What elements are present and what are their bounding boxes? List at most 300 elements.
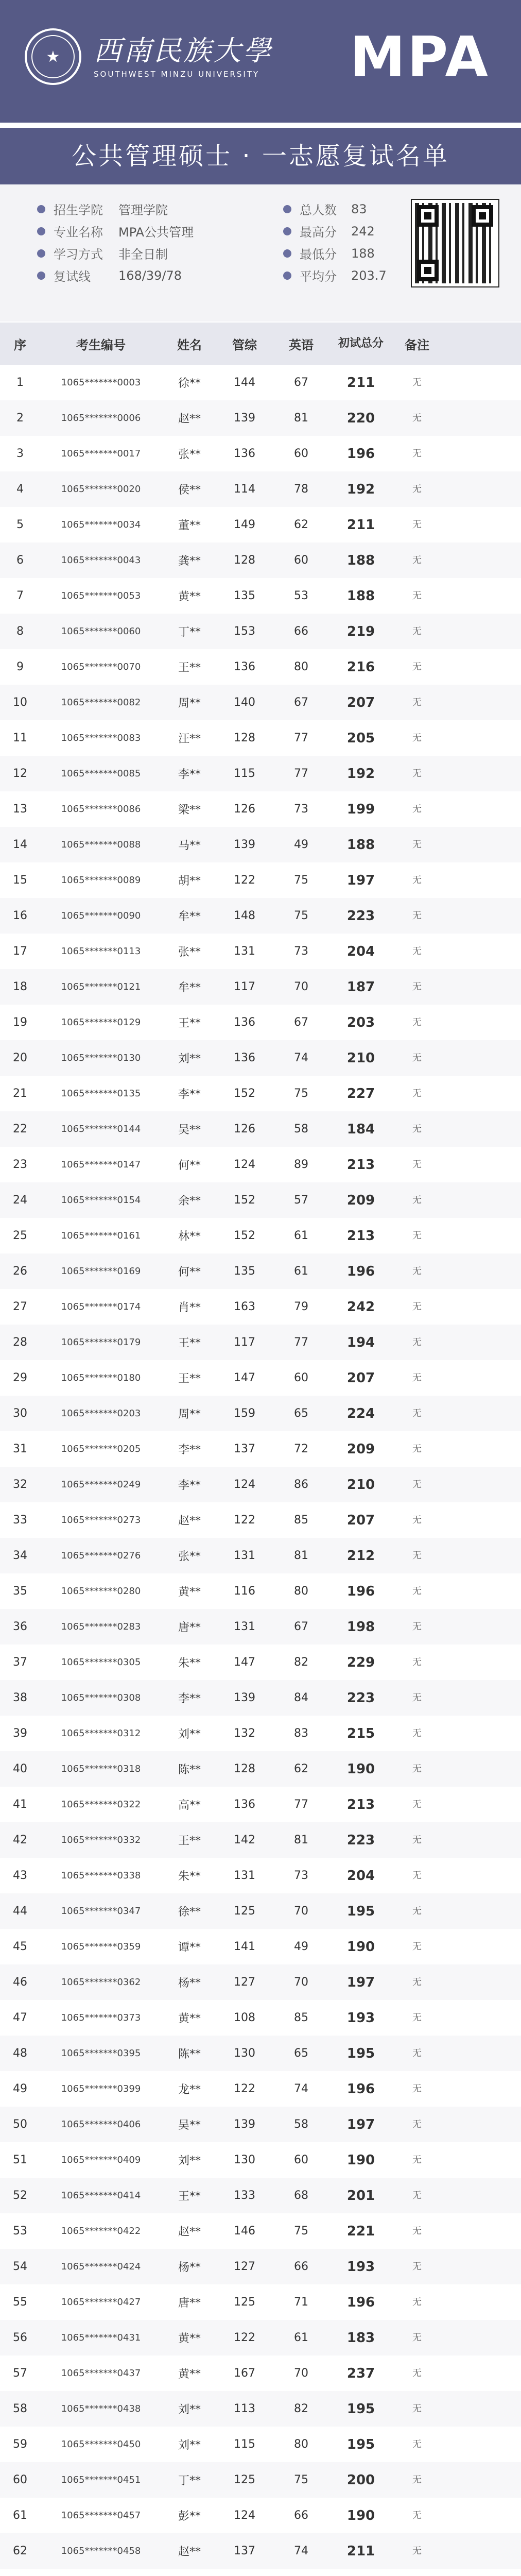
cell-id: 1065*******0180 [61, 1372, 141, 1383]
cell-total: 207 [346, 694, 375, 710]
cell-name: 王** [178, 1017, 201, 1030]
cell-note: 无 [412, 1052, 422, 1063]
cell-name: 刘** [178, 2155, 201, 2167]
cell-note: 无 [412, 2261, 422, 2272]
cell-eng: 70 [294, 2367, 308, 2380]
bullet-icon [283, 227, 291, 235]
table-row [0, 2107, 521, 2142]
cell-total: 188 [346, 588, 375, 604]
cell-name: 高** [178, 1799, 201, 1812]
cell-name: 余** [178, 1195, 201, 1208]
cell-id: 1065*******0427 [61, 2297, 141, 2308]
cell-note: 无 [412, 661, 422, 672]
cell-id: 1065*******0451 [61, 2475, 141, 2485]
cell-name: 刘** [178, 2403, 201, 2416]
cell-name: 黄** [178, 590, 201, 603]
cell-note: 无 [412, 1194, 422, 1206]
cell-total: 195 [346, 2045, 375, 2061]
cell-total: 210 [346, 1477, 375, 1493]
cell-total: 219 [346, 623, 375, 639]
table-row [0, 400, 521, 436]
cell-note: 无 [412, 2510, 422, 2521]
cell-seq: 18 [13, 980, 27, 993]
cell-eng: 70 [294, 1905, 308, 1918]
cell-mgmt: 152 [234, 1087, 255, 1100]
cell-mgmt: 125 [234, 2296, 255, 2309]
cell-seq: 24 [13, 1194, 27, 1207]
cell-eng: 65 [294, 1407, 308, 1420]
cell-name: 丁** [178, 626, 201, 639]
cell-mgmt: 128 [234, 554, 255, 567]
cell-total: 197 [346, 2116, 375, 2132]
cell-id: 1065*******0161 [61, 1230, 141, 1241]
cell-id: 1065*******0147 [61, 1159, 141, 1170]
cell-total: 213 [346, 1157, 375, 1173]
cell-mgmt: 144 [234, 376, 255, 389]
bullet-icon [37, 249, 45, 258]
cell-mgmt: 139 [234, 412, 255, 425]
cell-id: 1065*******0312 [61, 1728, 141, 1739]
cell-name: 张** [178, 448, 201, 461]
table-row [0, 1325, 521, 1360]
cell-eng: 77 [294, 767, 308, 780]
cell-eng: 61 [294, 1229, 308, 1242]
cell-eng: 75 [294, 1087, 308, 1100]
cell-eng: 49 [294, 838, 308, 851]
info-item: 最低分 188 [283, 242, 387, 264]
cell-total: 183 [346, 2330, 375, 2346]
table-row [0, 1858, 521, 1893]
bullet-icon [37, 272, 45, 280]
cell-note: 无 [412, 1976, 422, 1988]
cell-name: 杨** [178, 1977, 201, 1990]
table-row [0, 827, 521, 862]
cell-mgmt: 136 [234, 1016, 255, 1029]
cell-note: 无 [412, 2438, 422, 2450]
cell-note: 无 [412, 1763, 422, 1774]
cell-total: 205 [346, 730, 375, 746]
info-item: 平均分 203.7 [283, 264, 387, 286]
cell-id: 1065*******0424 [61, 2261, 141, 2272]
cell-id: 1065*******0135 [61, 1088, 141, 1099]
cell-total: 224 [346, 1405, 375, 1421]
table-row [0, 1929, 521, 1964]
cell-eng: 67 [294, 1620, 308, 1633]
cell-id: 1065*******0203 [61, 1408, 141, 1419]
table-row [0, 898, 521, 934]
cell-name: 张** [178, 946, 201, 959]
table-row [0, 1716, 521, 1751]
cell-seq: 41 [13, 1798, 27, 1811]
cell-note: 无 [412, 1656, 422, 1668]
cell-eng: 73 [294, 803, 308, 816]
cell-mgmt: 122 [234, 2331, 255, 2344]
cell-id: 1065*******0283 [61, 1621, 141, 1632]
cell-mgmt: 128 [234, 1762, 255, 1775]
cell-total: 192 [346, 766, 375, 782]
cell-name: 林** [178, 1230, 201, 1243]
info-item: 复试线 168/39/78 [37, 264, 194, 286]
cell-seq: 27 [13, 1300, 27, 1313]
cell-total: 213 [346, 1228, 375, 1244]
cell-name: 何** [178, 1266, 201, 1279]
cell-note: 无 [412, 519, 422, 530]
cell-total: 197 [346, 1974, 375, 1990]
cell-id: 1065*******0332 [61, 1835, 141, 1845]
cell-eng: 71 [294, 2296, 308, 2309]
table-row [0, 2036, 521, 2071]
cell-mgmt: 159 [234, 1407, 255, 1420]
cell-mgmt: 131 [234, 1620, 255, 1633]
cell-name: 刘** [178, 2439, 201, 2452]
cell-seq: 62 [13, 2545, 27, 2557]
cell-total: 193 [346, 2010, 375, 2026]
cell-mgmt: 136 [234, 1052, 255, 1064]
cell-id: 1065*******0414 [61, 2190, 141, 2201]
cell-mgmt: 122 [234, 1514, 255, 1527]
cell-name: 胡** [178, 875, 201, 888]
header-total: 初试总分 [338, 337, 384, 350]
cell-mgmt: 139 [234, 2118, 255, 2131]
cell-mgmt: 122 [234, 2082, 255, 2095]
cell-name: 黄** [178, 2012, 201, 2025]
cell-note: 无 [412, 2119, 422, 2130]
cell-mgmt: 149 [234, 518, 255, 531]
cell-note: 无 [412, 377, 422, 388]
cell-name: 彭** [178, 2510, 201, 2523]
cell-id: 1065*******0089 [61, 875, 141, 886]
cell-eng: 86 [294, 1478, 308, 1491]
cell-total: 207 [346, 1512, 375, 1528]
cell-note: 无 [412, 1230, 422, 1241]
cell-name: 王** [178, 662, 201, 674]
cell-note: 无 [412, 1123, 422, 1134]
cell-seq: 25 [13, 1229, 27, 1242]
cell-id: 1065*******0113 [61, 946, 141, 957]
cell-eng: 83 [294, 1727, 308, 1740]
cell-note: 无 [412, 1408, 422, 1419]
cell-seq: 29 [13, 1371, 27, 1384]
cell-mgmt: 148 [234, 909, 255, 922]
cell-mgmt: 113 [234, 2402, 255, 2415]
cell-seq: 42 [13, 1834, 27, 1846]
cell-total: 193 [346, 2259, 375, 2275]
cell-note: 无 [412, 910, 422, 921]
cell-name: 李** [178, 768, 201, 781]
cell-id: 1065*******0020 [61, 484, 141, 495]
cell-seq: 8 [16, 625, 24, 638]
cell-eng: 66 [294, 625, 308, 638]
cell-eng: 81 [294, 1834, 308, 1846]
cell-id: 1065*******0422 [61, 2226, 141, 2236]
cell-seq: 30 [13, 1407, 27, 1420]
cell-eng: 77 [294, 1798, 308, 1811]
cell-seq: 4 [16, 483, 24, 496]
cell-total: 195 [346, 1903, 375, 1919]
cell-mgmt: 147 [234, 1371, 255, 1384]
cell-name: 谭** [178, 1941, 201, 1954]
cell-note: 无 [412, 981, 422, 992]
cell-total: 242 [346, 1299, 375, 1315]
cell-name: 李** [178, 1088, 201, 1101]
cell-name: 吴** [178, 2119, 201, 2132]
cell-eng: 80 [294, 1585, 308, 1598]
info-item: 专业名称 MPA公共管理 [37, 220, 194, 242]
cell-mgmt: 163 [234, 1300, 255, 1313]
cell-id: 1065*******0318 [61, 1764, 141, 1774]
table-row [0, 791, 521, 827]
table-row [0, 1147, 521, 1182]
cell-eng: 67 [294, 376, 308, 389]
cell-eng: 49 [294, 1940, 308, 1953]
cell-name: 朱** [178, 1870, 201, 1883]
cell-seq: 1 [16, 376, 24, 389]
cell-mgmt: 116 [234, 1585, 255, 1598]
cell-total: 237 [346, 2365, 375, 2381]
cell-total: 190 [346, 2507, 375, 2523]
table-header [0, 323, 521, 365]
cell-total: 211 [346, 2543, 375, 2559]
cell-name: 赵** [178, 2226, 201, 2239]
table-row [0, 1893, 521, 1929]
cell-eng: 81 [294, 412, 308, 425]
cell-seq: 21 [13, 1087, 27, 1100]
cell-note: 无 [412, 2403, 422, 2414]
cell-note: 无 [412, 625, 422, 637]
table-row [0, 365, 521, 400]
header-note: 备注 [405, 337, 429, 352]
cell-note: 无 [412, 697, 422, 708]
cell-seq: 40 [13, 1762, 27, 1775]
cell-id: 1065*******0359 [61, 1941, 141, 1952]
cell-total: 196 [346, 2294, 375, 2310]
cell-id: 1065*******0322 [61, 1799, 141, 1810]
cell-seq: 55 [13, 2296, 27, 2309]
table-row [0, 2391, 521, 2427]
cell-mgmt: 137 [234, 1443, 255, 1455]
cell-id: 1065*******0273 [61, 1515, 141, 1526]
table-row [0, 2498, 521, 2533]
table-row [0, 2569, 521, 2576]
table-row [0, 1573, 521, 1609]
cell-note: 无 [412, 1443, 422, 1454]
info-right [283, 198, 387, 286]
table-row [0, 1182, 521, 1218]
cell-note: 无 [412, 1799, 422, 1810]
cell-seq: 5 [16, 518, 24, 531]
cell-name: 王** [178, 1372, 201, 1385]
cell-note: 无 [412, 483, 422, 495]
cell-id: 1065*******0085 [61, 768, 141, 779]
cell-seq: 44 [13, 1905, 27, 1918]
table-row [0, 1645, 521, 1680]
table-row [0, 1289, 521, 1325]
cell-total: 188 [346, 552, 375, 568]
cell-eng: 68 [294, 2189, 308, 2202]
cell-mgmt: 127 [234, 2260, 255, 2273]
cell-seq: 43 [13, 1869, 27, 1882]
cell-note: 无 [412, 1834, 422, 1845]
cell-id: 1065*******0129 [61, 1017, 141, 1028]
cell-total: 198 [346, 1619, 375, 1635]
cell-name: 吴** [178, 1124, 201, 1137]
cell-name: 朱** [178, 1657, 201, 1670]
table-row [0, 685, 521, 720]
cell-id: 1065*******0034 [61, 519, 141, 530]
cell-eng: 60 [294, 554, 308, 567]
table-row [0, 2178, 521, 2213]
cell-note: 无 [412, 1692, 422, 1703]
cell-note: 无 [412, 2154, 422, 2165]
cell-seq: 12 [13, 767, 27, 780]
cell-seq: 58 [13, 2402, 27, 2415]
cell-mgmt: 131 [234, 1869, 255, 1882]
cell-id: 1065*******0121 [61, 981, 141, 992]
cell-note: 无 [412, 1336, 422, 1348]
cell-total: 216 [346, 659, 375, 675]
cell-note: 无 [412, 412, 422, 423]
cell-note: 无 [412, 1550, 422, 1561]
table-row [0, 1253, 521, 1289]
cell-total: 187 [346, 979, 375, 995]
table-row [0, 436, 521, 471]
cell-seq: 3 [16, 447, 24, 460]
cell-name: 唐** [178, 1621, 201, 1634]
cell-eng: 74 [294, 2082, 308, 2095]
cell-name: 刘** [178, 1053, 201, 1065]
cell-seq: 14 [13, 838, 27, 851]
cell-name: 黄** [178, 1586, 201, 1599]
table-row [0, 543, 521, 578]
cell-eng: 60 [294, 447, 308, 460]
cell-total: 223 [346, 1690, 375, 1706]
cell-name: 刘** [178, 1728, 201, 1741]
table-row [0, 1964, 521, 2000]
cell-total: 196 [346, 1583, 375, 1599]
table-row [0, 1680, 521, 1716]
cell-name: 黄** [178, 2368, 201, 2381]
cell-name: 龚** [178, 555, 201, 568]
table-row [0, 862, 521, 898]
cell-seq: 49 [13, 2082, 27, 2095]
cell-id: 1065*******0373 [61, 2012, 141, 2023]
cell-eng: 61 [294, 1265, 308, 1278]
cell-seq: 10 [13, 696, 27, 709]
cell-id: 1065*******0438 [61, 2403, 141, 2414]
cell-mgmt: 136 [234, 660, 255, 673]
cell-mgmt: 146 [234, 2225, 255, 2238]
cell-name: 肖** [178, 1301, 201, 1314]
table-row [0, 2427, 521, 2462]
cell-mgmt: 117 [234, 980, 255, 993]
cell-id: 1065*******0006 [61, 413, 141, 423]
bullet-icon [283, 249, 291, 258]
cell-seq: 54 [13, 2260, 27, 2273]
cell-id: 1065*******0205 [61, 1444, 141, 1454]
cell-total: 190 [346, 1939, 375, 1955]
cell-mgmt: 136 [234, 1798, 255, 1811]
table-row [0, 1218, 521, 1253]
cell-seq: 11 [13, 732, 27, 744]
cell-note: 无 [412, 2296, 422, 2308]
cell-total: 209 [346, 1441, 375, 1457]
cell-total: 195 [346, 2436, 375, 2452]
table-row [0, 2000, 521, 2036]
cell-name: 陈** [178, 1764, 201, 1776]
cell-name: 董** [178, 519, 201, 532]
table-row [0, 756, 521, 791]
cell-total: 200 [346, 2472, 375, 2488]
cell-note: 无 [412, 1514, 422, 1526]
cell-name: 李** [178, 1692, 201, 1705]
cell-name: 何** [178, 1159, 201, 1172]
cell-eng: 79 [294, 1300, 308, 1313]
cell-id: 1065*******0082 [61, 697, 141, 708]
cell-seq: 16 [13, 909, 27, 922]
cell-name: 梁** [178, 804, 201, 817]
cell-eng: 60 [294, 1371, 308, 1384]
table-row [0, 507, 521, 543]
cell-total: 215 [346, 1725, 375, 1741]
cell-total: 184 [346, 1121, 375, 1137]
cell-total: 211 [346, 375, 375, 391]
info-panel [0, 184, 521, 321]
cell-note: 无 [412, 1941, 422, 1952]
cell-eng: 77 [294, 732, 308, 744]
cell-eng: 58 [294, 2118, 308, 2131]
cell-name: 陈** [178, 2048, 201, 2061]
cell-name: 汪** [178, 733, 201, 745]
cell-note: 无 [412, 2332, 422, 2343]
cell-eng: 72 [294, 1443, 308, 1455]
cell-note: 无 [412, 732, 422, 743]
table-row [0, 969, 521, 1005]
university-logo [25, 26, 273, 88]
cell-eng: 85 [294, 1514, 308, 1527]
cell-name: 周** [178, 1408, 201, 1421]
header-seq: 序 [14, 337, 26, 352]
cell-mgmt: 132 [234, 1727, 255, 1740]
cell-total: 192 [346, 481, 375, 497]
cell-mgmt: 125 [234, 2473, 255, 2486]
cell-eng: 62 [294, 518, 308, 531]
cell-total: 194 [346, 1334, 375, 1350]
cell-total: 201 [346, 2188, 375, 2204]
cell-total: 190 [346, 1761, 375, 1777]
cell-seq: 31 [13, 1443, 27, 1455]
cell-eng: 75 [294, 874, 308, 887]
table-row [0, 2249, 521, 2284]
cell-name: 龙** [178, 2083, 201, 2096]
cell-name: 王** [178, 1835, 201, 1848]
cell-eng: 75 [294, 909, 308, 922]
cell-name: 杨** [178, 2261, 201, 2274]
cell-mgmt: 126 [234, 803, 255, 816]
cell-mgmt: 135 [234, 589, 255, 602]
header-name: 姓名 [177, 337, 202, 352]
university-name-en: SOUTHWEST MINZU UNIVERSITY [94, 70, 260, 79]
cell-name: 牟** [178, 981, 201, 994]
cell-mgmt: 141 [234, 1940, 255, 1953]
cell-total: 213 [346, 1797, 375, 1812]
cell-seq: 20 [13, 1052, 27, 1064]
cell-mgmt: 115 [234, 767, 255, 780]
cell-seq: 22 [13, 1123, 27, 1136]
cell-id: 1065*******0457 [61, 2510, 141, 2521]
cell-total: 196 [346, 2081, 375, 2097]
table-row [0, 1111, 521, 1147]
cell-note: 无 [412, 590, 422, 601]
